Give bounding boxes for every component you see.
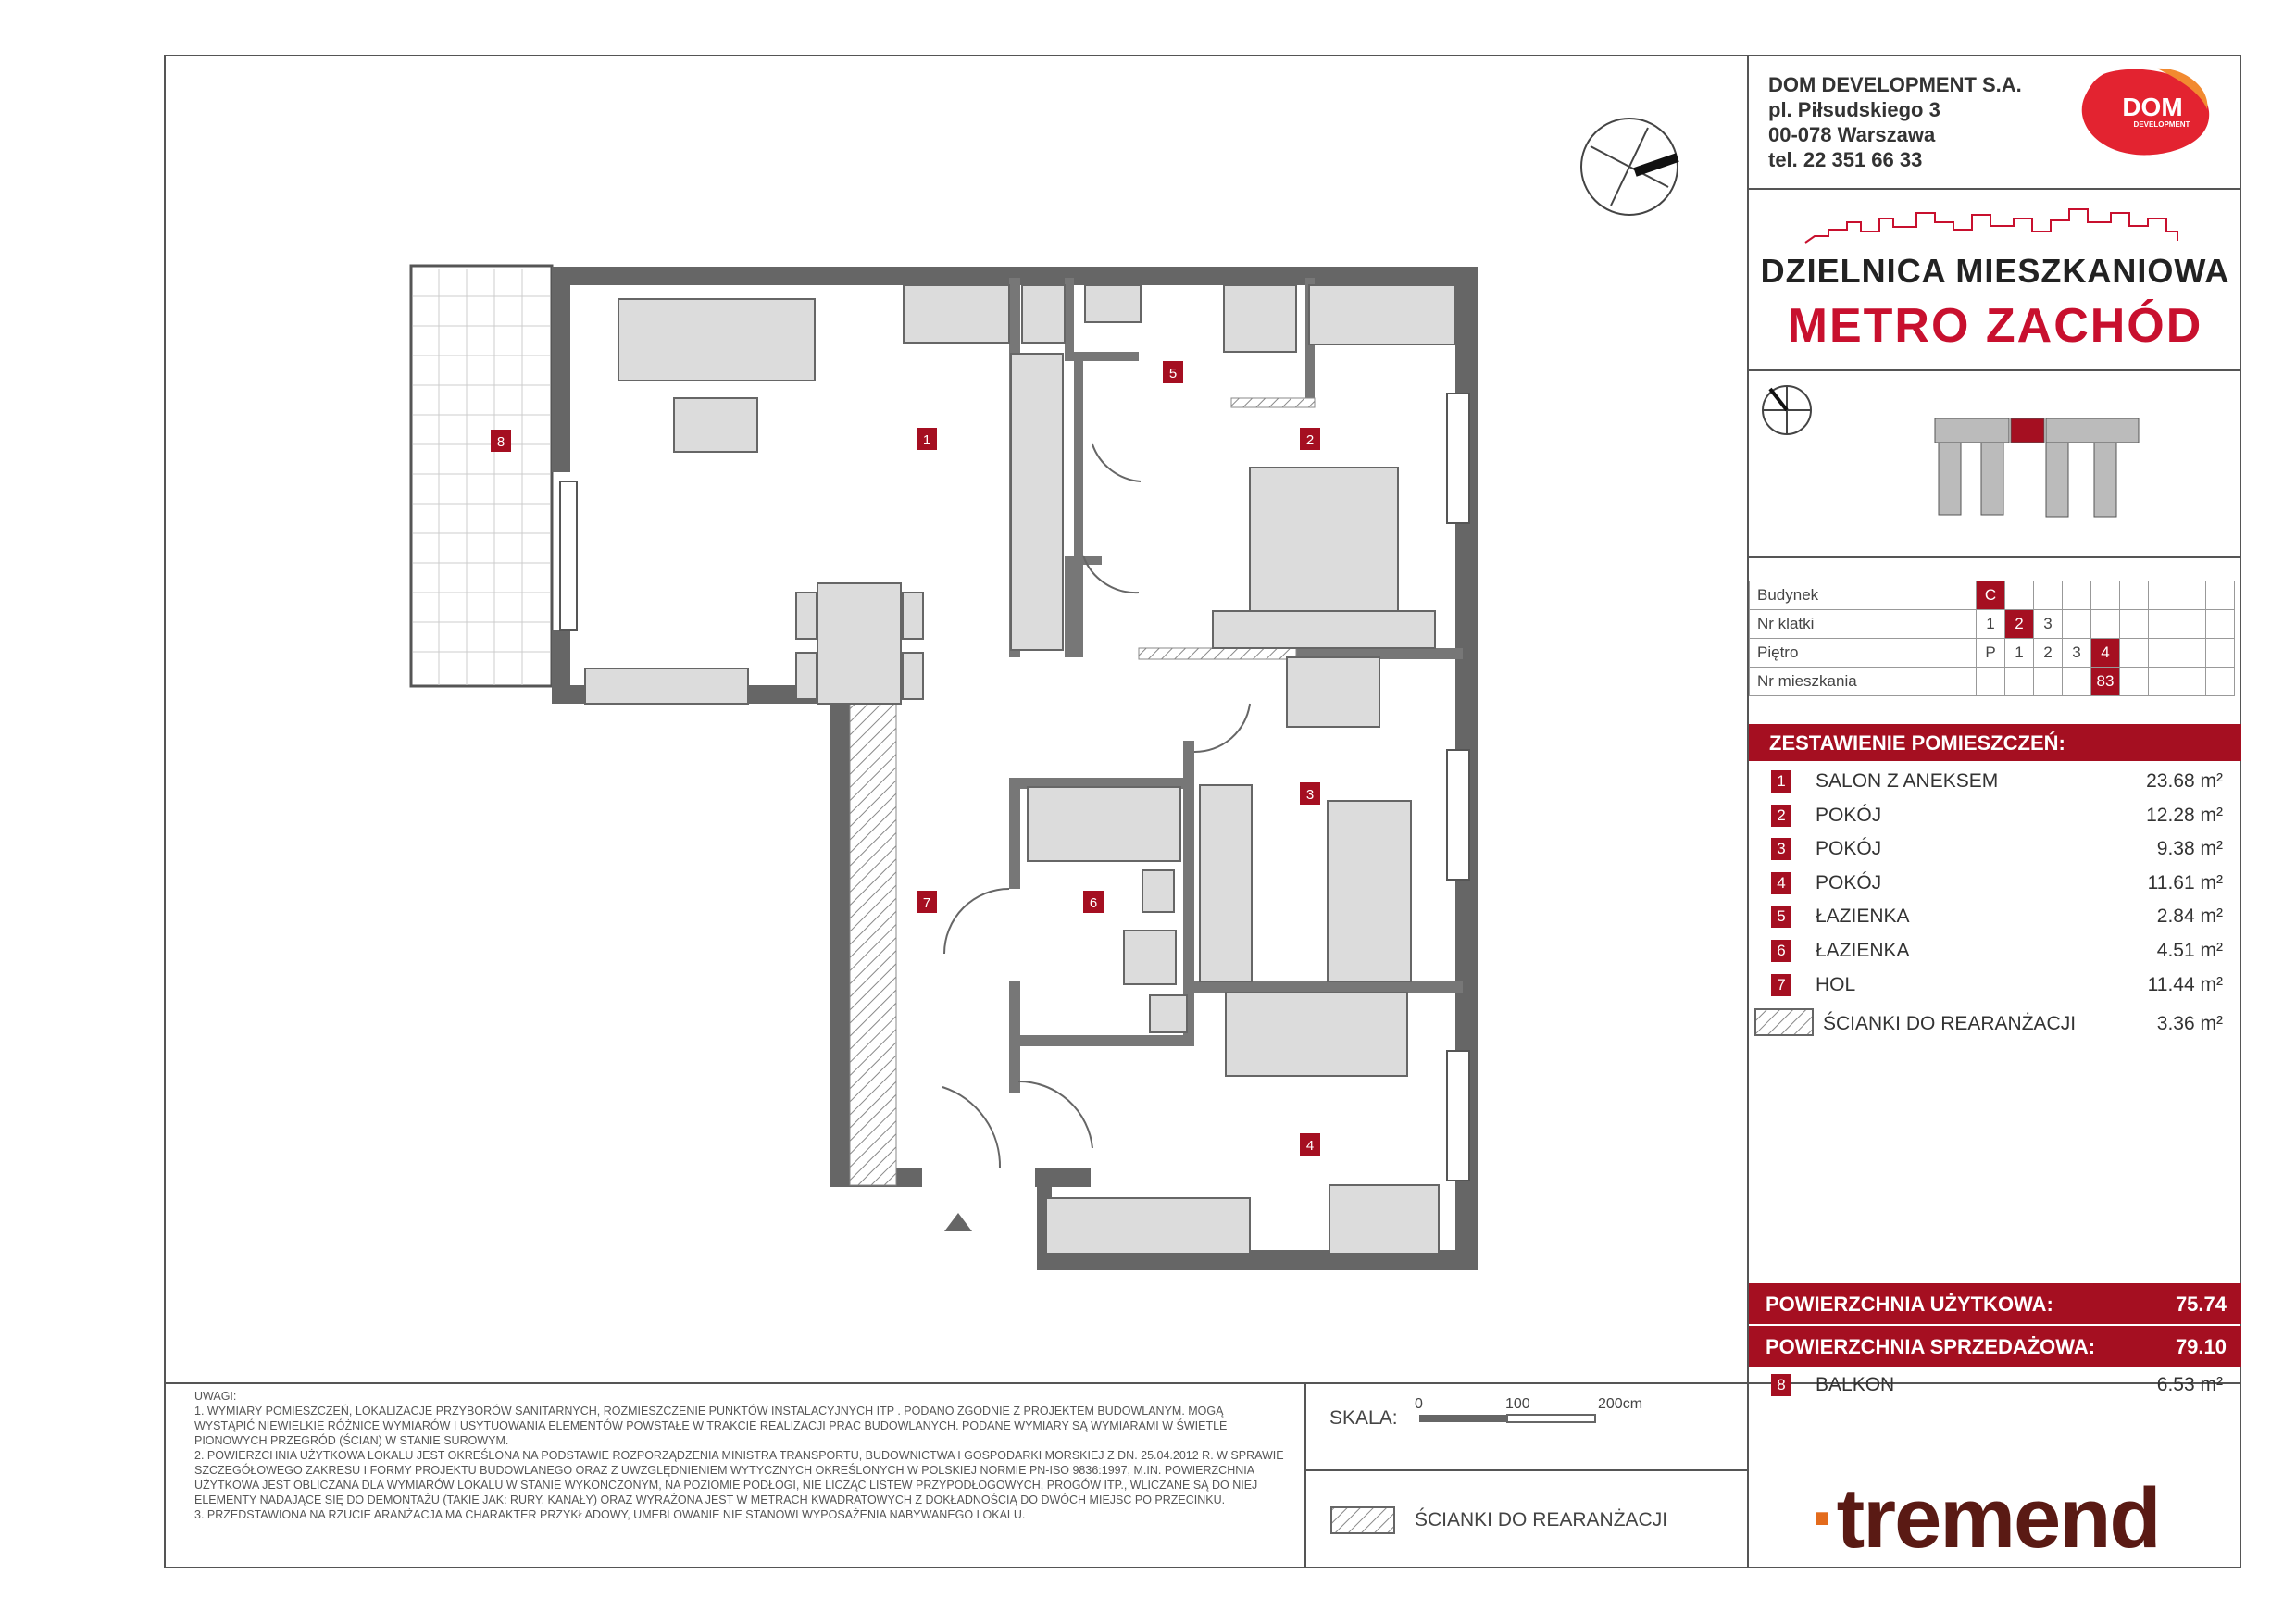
note-item: 2. POWIERZCHNIA UŻYTKOWA LOKALU JEST OKREŚLONA NA PODSTAWIE ROZPORZĄDZENIA MINISTRA TRANSPORTU, BUDOWNICTWA I GOSPODARKI MORSKIEJ Z DN. 25.04.2012 R. W SPRAWIE SZCZEGÓŁOWEGO ZAKRESU I FORMY PROJEKTU BUDOWLANEGO ORAZ Z UWZGLĘDNIENIEM WYTYCZNYCH OKREŚLONYCH W POLSKIEJ NORMIE PN-ISO 9836:1997, M.IN. POWIERZCHNIA UŻYTKOWA JEST OBLICZANA DLA WYMIARÓW LOKALU W STANIE WYKONCZONYM, NA POZIOMIE PODŁOGI, NIE LICZĄC LISTEW PRZYPODŁOGOWYCH, PROGÓW ITP., WLICZANE SĄ DO NIEJ ELEMENTY NADAJĄCE SIĘ DO DEMONTAŻU (TAKIE JAK: RURY, KANAŁY) ORAZ WYRAŻONA JEST W METRACH KWADRATOWYCH Z DOKŁADNOŚCIĄ DO DWÓCH MIEJSC PO PRZECINKU. [194, 1449, 1284, 1506]
sales-area-label: POWIERZCHNIA SPRZEDAŻOWA: [1766, 1335, 2096, 1358]
info-grid-cell [2149, 581, 2177, 610]
project-subtitle: METRO ZACHÓD [1787, 299, 2203, 353]
unit-info-grid [1749, 581, 2235, 696]
room-number: 1 [1771, 770, 1791, 793]
room-tags [491, 361, 1320, 1156]
svg-text:7: 7 [922, 895, 931, 911]
info-grid-cell [2063, 668, 2091, 696]
room-number: 4 [1771, 872, 1791, 894]
tremend-logo-text: tremend [1836, 1471, 2160, 1566]
room-row [1749, 799, 2236, 832]
info-grid-cell: 4 [2091, 639, 2120, 668]
room-row [1749, 832, 2236, 866]
info-grid-cell [2149, 639, 2177, 668]
info-grid-cell: 83 [2091, 668, 2120, 696]
company-street: pl. Piłsudskiego 3 [1768, 98, 1940, 121]
info-grid-cell [2149, 668, 2177, 696]
info-grid-cell [2120, 639, 2149, 668]
room-number: 5 [1771, 906, 1791, 928]
rooms-header-text: ZESTAWIENIE POMIESZCZEŃ: [1769, 731, 2065, 755]
usable-area-value: 75.74 [2175, 1293, 2227, 1316]
info-grid-row [1750, 610, 2235, 639]
info-grid-cell [2177, 581, 2206, 610]
tremend-logo: ·tremend [1810, 1471, 2160, 1566]
svg-text:1: 1 [922, 432, 931, 448]
room-area: 9.38 m² [2156, 838, 2223, 860]
room-row [1749, 968, 2236, 1002]
room-name: POKÓJ [1816, 804, 1882, 826]
info-grid-cell [2063, 581, 2091, 610]
compass-icon [1581, 119, 1678, 215]
room-name: ŁAZIENKA [1816, 940, 1910, 961]
room-area: 11.61 m² [2147, 871, 2223, 893]
partition-name: ŚCIANKI DO REARANŻACJI [1823, 1013, 2077, 1034]
legend-hatch-swatch [1331, 1507, 1394, 1533]
info-grid-cell [1977, 668, 2005, 696]
skyline-graphic [1805, 209, 2177, 243]
room-name: ŁAZIENKA [1816, 906, 1910, 928]
info-grid-cell [2177, 639, 2206, 668]
room-number: 3 [1771, 838, 1791, 860]
rooms-header [1749, 724, 2241, 761]
scale-tick: 0 [1415, 1396, 1423, 1412]
info-grid-cell: C [1977, 581, 2005, 610]
notes [194, 1389, 1287, 1522]
info-grid-label: Budynek [1750, 581, 1977, 610]
info-grid-cell: 2 [2005, 610, 2034, 639]
logo-text-top: DOM [2122, 93, 2183, 121]
info-grid-cell [2120, 581, 2149, 610]
logo-text-bottom: DEVELOPMENT [2133, 120, 2190, 129]
room-area: 23.68 m² [2146, 770, 2223, 792]
info-grid-row [1750, 668, 2235, 696]
company-phone: tel. 22 351 66 33 [1768, 148, 1923, 171]
sales-area-bar [1749, 1326, 2241, 1367]
partition-area: 3.36 m² [2156, 1013, 2223, 1034]
svg-text:4: 4 [1305, 1138, 1315, 1154]
info-grid-cell: 3 [2063, 639, 2091, 668]
small-compass-icon [1763, 386, 1811, 434]
info-grid-cell: 1 [2005, 639, 2034, 668]
info-grid-cell [2005, 581, 2034, 610]
balcony-row [1749, 1368, 2236, 1402]
partition-row [1749, 1007, 2236, 1041]
room-row [1749, 765, 2236, 798]
info-grid-cell [2005, 668, 2034, 696]
balcony-name: BALKON [1816, 1374, 1895, 1395]
info-grid-cell [2091, 581, 2120, 610]
room-name: POKÓJ [1816, 838, 1882, 860]
info-grid-cell [2120, 668, 2149, 696]
info-grid-cell: P [1977, 639, 2005, 668]
company-name: DOM DEVELOPMENT S.A. [1768, 73, 2022, 96]
scale-bar [1419, 1415, 1595, 1422]
sales-area-value: 79.10 [2175, 1335, 2227, 1358]
project-title: DZIELNICA MIESZKANIOWA [1760, 252, 2230, 290]
info-grid-cell [2034, 581, 2063, 610]
legend-label: ŚCIANKI DO REARANŻACJI [1415, 1509, 1668, 1530]
balcony-area [411, 266, 552, 686]
info-grid-cell [2206, 668, 2235, 696]
room-name: POKÓJ [1816, 871, 1882, 893]
info-grid-cell [2206, 639, 2235, 668]
usable-area-label: POWIERZCHNIA UŻYTKOWA: [1766, 1293, 2053, 1316]
info-grid-cell [2149, 610, 2177, 639]
svg-text:8: 8 [496, 434, 505, 450]
room-area: 2.84 m² [2156, 906, 2223, 928]
svg-text:6: 6 [1089, 895, 1098, 911]
note-item: 1. WYMIARY POMIESZCZEŃ, LOKALIZACJE PRZYBORÓW SANITARNYCH, ROZMIESZCZENIE PUNKTÓW INSTALACYJNYCH ITP . PODANO ZGODNIE Z PROJEKTEM BUDOWLANYM. MOGĄ WYSTĄPIĆ NIEWIELKIE RÓŻNICE WYMIARÓW I USYTUOWANIA ELEMENTÓW POWSTAŁE W TRAKCIE REALIZACJI PRAC BUDOWLANYCH. PODANE WYMIARY SĄ WYMIARAMI W ŚWIETLE PIONOWYCH PRZEGRÓD (ŚCIAN) W STANIE SUROWYM. [194, 1405, 1228, 1447]
scale-tick: 100 [1505, 1396, 1530, 1412]
room-row [1749, 934, 2236, 968]
scale-label: SKALA: [1329, 1407, 1398, 1429]
info-grid-cell [2120, 610, 2149, 639]
note-item: 3. PRZEDSTAWIONA NA RZUCIE ARANŻACJA MA CHARAKTER PRZYKŁADOWY, UMEBLOWANIE NIE STANOWI WYPOSAŻENIA NABYWANEGO LOKALU. [194, 1508, 1026, 1521]
balcony-num: 8 [1771, 1374, 1791, 1396]
room-name: SALON Z ANEKSEM [1816, 770, 1999, 792]
info-grid-cell: 1 [1977, 610, 2005, 639]
room-number: 6 [1771, 940, 1791, 962]
info-grid-cell [2177, 610, 2206, 639]
furniture [585, 285, 1455, 1254]
scale-tick: 200cm [1598, 1396, 1643, 1412]
room-row [1749, 867, 2236, 900]
svg-text:2: 2 [1305, 432, 1315, 448]
info-grid-label: Nr mieszkania [1750, 668, 1977, 696]
entrance-icon [944, 1213, 972, 1231]
usable-area-bar [1749, 1283, 2241, 1324]
info-grid-cell [2177, 668, 2206, 696]
info-grid-cell [2206, 610, 2235, 639]
key-plan [1935, 418, 2139, 517]
room-area: 12.28 m² [2146, 804, 2223, 826]
info-grid-cell [2091, 610, 2120, 639]
company-city: 00-078 Warszawa [1768, 123, 1936, 146]
info-grid-label: Piętro [1750, 639, 1977, 668]
info-grid-row [1750, 581, 2235, 610]
info-grid-cell: 3 [2034, 610, 2063, 639]
balcony-area: 6.53 m² [2156, 1374, 2223, 1395]
info-grid-row [1750, 639, 2235, 668]
svg-text:5: 5 [1168, 366, 1178, 381]
room-number: 7 [1771, 974, 1791, 996]
room-number: 2 [1771, 805, 1791, 827]
company-address [1768, 72, 2022, 172]
info-grid-cell [2063, 610, 2091, 639]
notes-title: UWAGI: [194, 1390, 237, 1403]
room-row [1749, 900, 2236, 933]
info-grid-cell: 2 [2034, 639, 2063, 668]
info-grid-cell [2206, 581, 2235, 610]
info-grid-label: Nr klatki [1750, 610, 1977, 639]
svg-text:3: 3 [1305, 787, 1315, 803]
room-area: 4.51 m² [2156, 940, 2223, 961]
room-area: 11.44 m² [2147, 973, 2223, 995]
info-grid-cell [2034, 668, 2063, 696]
room-name: HOL [1816, 973, 1856, 995]
